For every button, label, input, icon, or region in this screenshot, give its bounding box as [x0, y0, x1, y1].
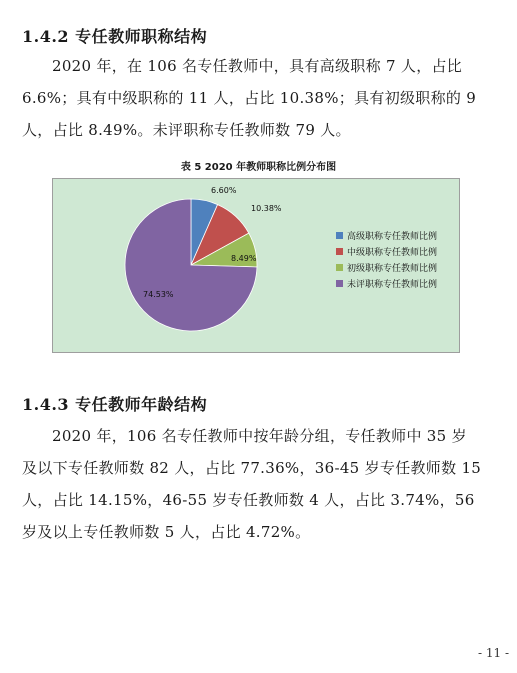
- chart-title: 表 5 2020 年教师职称比例分布图: [180, 162, 337, 173]
- pie-chart: [53, 179, 459, 352]
- legend-label-1: 中级职称专任教师比例: [347, 248, 438, 258]
- data-label-3: 74.53%: [143, 290, 174, 299]
- data-label-2: 8.49%: [231, 254, 257, 263]
- legend-swatch-3: [336, 280, 343, 287]
- legend-swatch-2: [336, 264, 343, 271]
- data-label-0: 6.60%: [211, 186, 237, 195]
- page-number: - 11 -: [478, 646, 510, 660]
- legend-swatch-1: [336, 248, 343, 255]
- paragraph-age-structure: 2020 年，106 名专任教师中按年龄分组，专任教师中 35 岁及以下专任教师数 82 人，占比 77.36%，36-45 岁专任教师数 15 人，占比 14.15%，46-55 岁专任教师数 4 人，占比 3.74%，56 岁及以上专任教师数 5 人，占比 4.72%。: [22, 427, 482, 541]
- legend-swatch-0: [336, 232, 343, 239]
- data-label-1: 10.38%: [251, 204, 282, 213]
- section-heading-title-structure: 1.4.2 专任教师职称结构: [22, 27, 208, 46]
- pie-chart-container: [52, 178, 460, 353]
- paragraph-title-structure: 2020 年，在 106 名专任教师中，具有高级职称 7 人，占比 6.6%；具有中级职称的 11 人，占比 10.38%；具有初级职称的 9 人，占比 8.49%。未评职称专任教师数 79 人。: [22, 57, 477, 139]
- legend-label-2: 初级职称专任教师比例: [347, 264, 438, 274]
- section-heading-age-structure: 1.4.3 专任教师年龄结构: [22, 395, 208, 414]
- legend-label-0: 高级职称专任教师比例: [347, 232, 438, 242]
- legend-label-3: 未评职称专任教师比例: [347, 280, 438, 290]
